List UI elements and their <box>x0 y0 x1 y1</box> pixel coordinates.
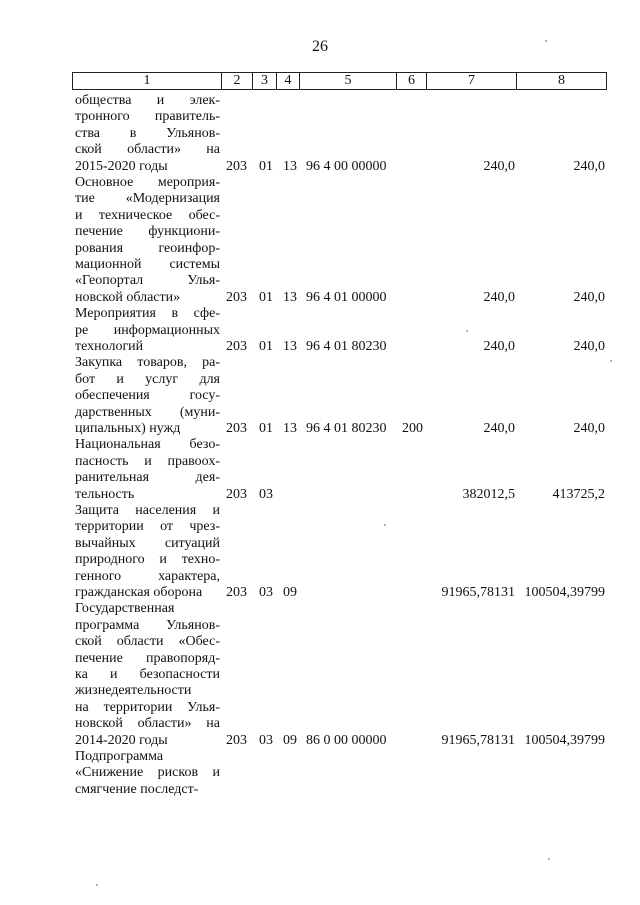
row-name-line: тельность <box>75 486 135 502</box>
row-expense-type: 200 <box>402 420 423 436</box>
row-name <box>75 503 220 601</box>
row-amount-col8: 240,0 <box>573 158 605 174</box>
header-col-4: 4 <box>276 73 299 89</box>
row-name <box>75 601 220 749</box>
row-name-line: ка и безопасности <box>75 666 220 682</box>
row-name-line: Мероприятия в сфе- <box>75 306 220 322</box>
row-name-line: и техническое обес- <box>75 207 220 223</box>
row-ved-code: 203 <box>226 338 247 354</box>
row-section-code: 01 <box>259 289 273 305</box>
row-section-code: 03 <box>259 486 273 502</box>
row-amount-col7: 91965,78131 <box>441 585 515 600</box>
row-name-line: на территории Улья- <box>75 699 220 715</box>
row-amount-col8: 100504,39799 <box>524 732 605 748</box>
row-ved-code: 203 <box>226 585 247 600</box>
row-name <box>75 306 220 355</box>
row-name-line: генного характера, <box>75 568 220 584</box>
row-name-line: жизнедеятельности <box>75 683 192 699</box>
row-ved-code: 203 <box>226 158 247 174</box>
row-name-line: Подпрограмма <box>75 749 164 764</box>
table-row <box>0 306 640 355</box>
table-row <box>0 93 640 175</box>
row-section-code: 01 <box>259 338 273 354</box>
scan-speck <box>96 884 98 886</box>
row-name-line: Закупка товаров, ра- <box>75 355 220 371</box>
row-amount-col7: 91965,78131 <box>441 732 515 748</box>
row-ved-code: 203 <box>226 289 247 305</box>
row-name-line: смягчение последст- <box>75 781 199 797</box>
row-section-code: 03 <box>259 732 273 748</box>
row-name-line: тронного правитель- <box>75 109 220 125</box>
row-name-line: программа Ульянов- <box>75 617 220 633</box>
row-amount-col7: 240,0 <box>483 338 515 354</box>
row-amount-col7: 240,0 <box>483 289 515 305</box>
row-name <box>75 175 220 306</box>
row-name-line: новской области» на <box>75 716 220 732</box>
row-name-line: рования геоинфор- <box>75 240 220 256</box>
row-name-line: печение правопоряд- <box>75 650 220 666</box>
row-amount-col8: 413725,2 <box>552 486 605 502</box>
row-amount-col8: 240,0 <box>573 289 605 305</box>
table-row <box>0 355 640 437</box>
header-col-8: 8 <box>516 73 606 89</box>
table-row <box>0 175 640 306</box>
row-target-article: 96 4 01 00000 <box>306 289 387 305</box>
row-subsection-code: 09 <box>283 732 297 748</box>
row-name-line: «Снижение рисков и <box>75 765 220 781</box>
row-section-code: 03 <box>259 585 273 600</box>
row-name-line: технологий <box>75 338 144 354</box>
header-col-6: 6 <box>396 73 426 89</box>
row-name-line: бот и услуг для <box>75 371 220 387</box>
row-name-line: ре информационных <box>75 322 220 338</box>
row-name-line: ства в Ульянов- <box>75 125 220 141</box>
row-amount-col8: 240,0 <box>573 420 605 436</box>
header-col-2: 2 <box>221 73 252 89</box>
header-col-5: 5 <box>299 73 396 89</box>
row-subsection-code: 13 <box>283 338 297 354</box>
row-name-line: пасность и правоох- <box>75 453 220 469</box>
header-col-1: 1 <box>143 73 151 88</box>
row-name-line: ранительная дея- <box>75 470 220 486</box>
row-name-line: Национальная безо- <box>75 437 220 453</box>
row-name <box>75 93 220 175</box>
row-name-line: печение функциони- <box>75 224 220 240</box>
row-name-line: ципальных) нужд <box>75 420 181 436</box>
scan-speck <box>548 858 550 860</box>
row-name-line: новской области» <box>75 289 181 305</box>
row-name-line: Государственная <box>75 601 175 617</box>
row-name-line: дарственных (муни- <box>75 404 220 420</box>
header-col-3: 3 <box>252 73 276 89</box>
row-section-code: 01 <box>259 420 273 436</box>
row-target-article: 96 4 01 80230 <box>306 338 387 354</box>
scan-speck <box>466 330 468 332</box>
scan-speck <box>545 40 547 42</box>
row-target-article: 86 0 00 00000 <box>306 732 387 748</box>
scan-speck <box>384 524 386 526</box>
row-name-line: обеспечения госу- <box>75 388 220 404</box>
row-amount-col8: 240,0 <box>573 338 605 354</box>
row-name <box>75 749 220 798</box>
row-name <box>75 355 220 437</box>
row-amount-col8: 100504,39799 <box>524 585 605 600</box>
row-name-line: 2014-2020 годы <box>75 732 168 748</box>
scan-speck <box>610 360 612 362</box>
page-number: 26 <box>312 38 328 55</box>
row-ved-code: 203 <box>226 420 247 436</box>
row-name-line: вычайных ситуаций <box>75 535 220 551</box>
header-col-7: 7 <box>426 73 516 89</box>
row-name-line: территории от чрез- <box>75 519 220 535</box>
row-name-line: Защита населения и <box>75 503 220 518</box>
row-name <box>75 437 220 503</box>
row-amount-col7: 240,0 <box>483 158 515 174</box>
row-ved-code: 203 <box>226 732 247 748</box>
table-row <box>0 437 640 503</box>
table-row <box>0 601 640 749</box>
row-subsection-code: 09 <box>283 585 297 600</box>
row-subsection-code: 13 <box>283 420 297 436</box>
row-name-line: природного и техно- <box>75 552 220 568</box>
row-name-line: Основное мероприя- <box>75 175 220 190</box>
row-name-line: 2015-2020 годы <box>75 158 168 174</box>
table-row <box>0 749 640 798</box>
row-name-line: общества и элек- <box>75 93 220 108</box>
row-amount-col7: 382012,5 <box>462 486 515 502</box>
row-target-article: 96 4 00 00000 <box>306 158 387 174</box>
row-section-code: 01 <box>259 158 273 174</box>
row-name-line: гражданская оборона <box>75 584 203 600</box>
row-name-line: мационной системы <box>75 256 220 272</box>
row-subsection-code: 13 <box>283 158 297 174</box>
row-amount-col7: 240,0 <box>483 420 515 436</box>
row-name-line: ской области «Обес- <box>75 634 220 650</box>
table-header-row <box>72 72 607 90</box>
row-target-article: 96 4 01 80230 <box>306 420 387 436</box>
row-name-line: «Геопортал Улья- <box>75 273 220 289</box>
row-name-line: тие «Модернизация <box>75 191 220 207</box>
row-subsection-code: 13 <box>283 289 297 305</box>
row-name-line: ской области» на <box>75 142 220 158</box>
row-ved-code: 203 <box>226 486 247 502</box>
table-row <box>0 503 640 601</box>
